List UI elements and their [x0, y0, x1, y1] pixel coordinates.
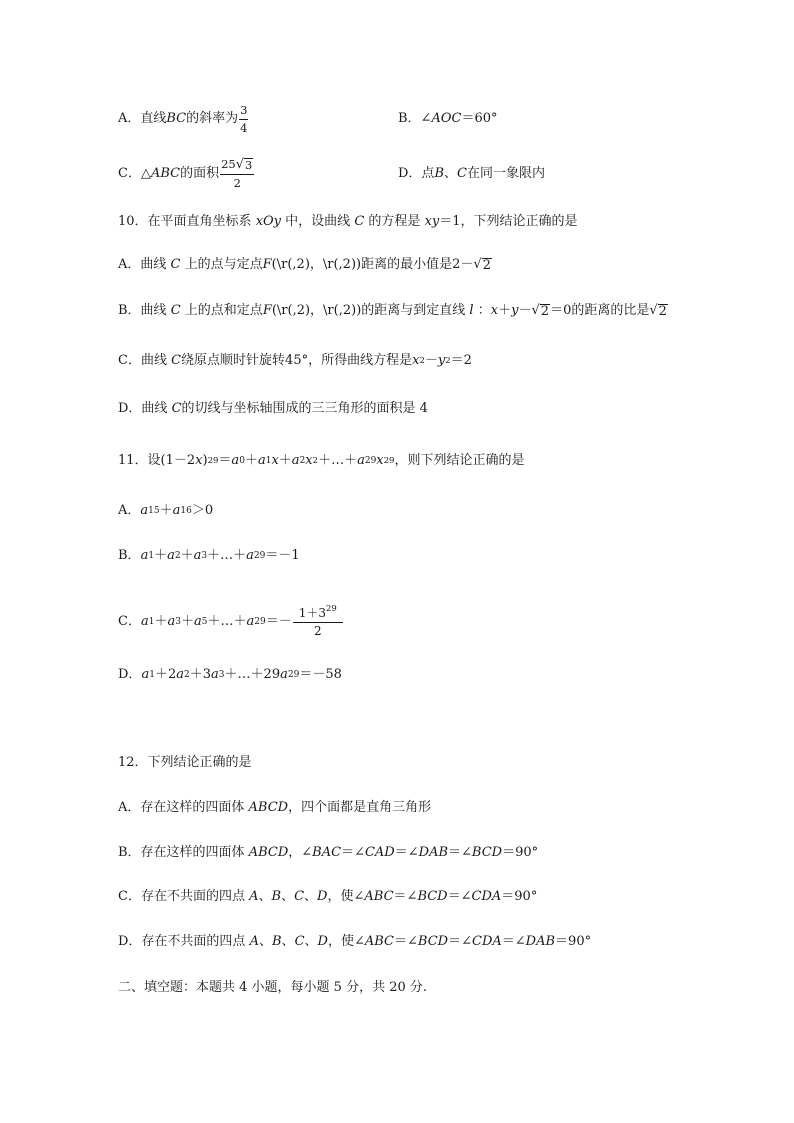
var: a [193, 548, 202, 563]
text: ＝∠ [394, 934, 418, 949]
sqrt: √ 3 [235, 157, 253, 172]
var: C [354, 214, 365, 229]
text: 在同一象限内 [466, 166, 545, 181]
text: ＝2 [450, 353, 472, 368]
text: ＋ [154, 667, 168, 682]
var: BC [166, 111, 187, 126]
text: － [424, 353, 438, 368]
fraction [220, 158, 254, 190]
text: ＋ [180, 548, 194, 563]
text: 10．在平面直角坐标系 [118, 214, 252, 229]
text: ＋ [189, 667, 203, 682]
text: ＝－ [265, 614, 292, 629]
text: C．曲线 [118, 353, 167, 368]
var: ABCD [248, 800, 289, 815]
text: ＝∠ [393, 889, 418, 904]
var: a [167, 548, 175, 563]
var: A [249, 934, 259, 949]
text: ＋ [180, 614, 194, 629]
text: B．曲线 [118, 303, 167, 318]
var: B [271, 934, 282, 949]
text: ＝0的距离的比是 [550, 303, 650, 318]
denominator: 4 [240, 120, 248, 135]
coef: 3 [202, 667, 212, 682]
text: 二、填空题：本题共 4 小题，每小题 5 分，共 20 分. [118, 980, 428, 995]
text: 上的点和定点 [184, 303, 263, 318]
text: 、 [258, 889, 272, 904]
text: B．∠ [398, 111, 432, 126]
text: ＝∠ [501, 934, 526, 949]
text: 、 [281, 934, 295, 949]
sqrt: √ 2 [473, 257, 491, 273]
text: ＋ [498, 303, 512, 318]
var: ABC [364, 889, 394, 904]
text: 的切线与坐标轴围成的三三角形的面积是 4 [181, 401, 428, 416]
q9-option-a [118, 102, 249, 135]
var: D [317, 889, 328, 904]
text: A．存在这样的四面体 [118, 800, 245, 815]
text: C．存在不共面的四点 [118, 889, 245, 904]
fraction [293, 603, 343, 638]
section-heading [118, 980, 427, 996]
text: ，使∠ [327, 934, 365, 949]
text: ＋ [159, 503, 173, 518]
denominator: 2 [233, 176, 241, 190]
coef: 2 [167, 667, 177, 682]
text: ，则下列结论正确的是 [394, 453, 525, 468]
text: A．直线 [118, 111, 167, 126]
var: CAD [364, 845, 395, 860]
denominator: 2 [313, 623, 322, 638]
var: xOy [255, 214, 282, 229]
text: (\r(,2)，\r(,2))的距离与到定直线 [271, 303, 466, 318]
var: DAB [525, 934, 556, 949]
var: ABC [150, 166, 181, 181]
q10-stem [118, 214, 578, 230]
var: C [171, 353, 182, 368]
q12-option-a [118, 800, 431, 816]
text: ＋…＋ [318, 453, 358, 468]
var: a [291, 453, 300, 468]
var: F [262, 303, 272, 318]
q9-option-b [398, 111, 498, 127]
text: A． [118, 503, 141, 518]
radicand: 2 [658, 304, 667, 319]
text: B． [118, 548, 141, 563]
text: 绕原点顺时针旋转45°，所得曲线方程是 [181, 353, 413, 368]
var: a [280, 667, 288, 682]
coef: 29 [263, 667, 281, 682]
var: a [257, 453, 266, 468]
text: ＋…＋ [224, 667, 264, 682]
text: ＋ [154, 548, 168, 563]
text: 12．下列结论正确的是 [118, 755, 252, 770]
var: D [317, 934, 328, 949]
var: a [141, 667, 150, 682]
var: a [193, 614, 202, 629]
q11-option-c: C． a 1 ＋ a 3 ＋ a 5 ＋…＋ a 29 ＝－ $\frac{1+3^{29}}{2}$ [118, 612, 344, 632]
var: DAB [418, 845, 449, 860]
q11-option-a: A． a 15 ＋ a 16 ＞0 [118, 503, 214, 518]
var: C [171, 401, 182, 416]
text: ＝60° [461, 111, 498, 126]
text: ) [202, 453, 208, 468]
var: C [457, 166, 467, 181]
text: D．存在不共面的四点 [118, 934, 246, 949]
text: ＋ [154, 614, 168, 629]
q9-option-c [118, 157, 255, 190]
var: a [246, 548, 254, 563]
text: ＞0 [191, 503, 214, 518]
var: C [294, 934, 305, 949]
var: x [271, 453, 279, 468]
var: a [140, 548, 149, 563]
numerator [293, 603, 343, 620]
var: a [172, 503, 181, 518]
text: 、 [444, 166, 458, 181]
var: B [271, 889, 282, 904]
var: x [412, 353, 420, 368]
text: ，∠ [288, 845, 313, 860]
var: BCD [471, 845, 503, 860]
text: D．曲线 [118, 401, 168, 416]
var: xy [424, 214, 440, 229]
text: ＋…＋ [207, 614, 247, 629]
var: a [140, 614, 149, 629]
text: C．△ [118, 166, 151, 181]
text: ＋ [244, 453, 258, 468]
q11-option-d: D． a 1 ＋ 2 a 2 ＋ 3 a 3 ＋…＋ 29 a 29 ＝－58 [118, 667, 342, 682]
sqrt: √ 2 [649, 303, 667, 319]
text: 的斜率为 [186, 111, 239, 126]
numerator [220, 158, 254, 172]
text: ＝90° [501, 889, 538, 904]
var: BCD [417, 889, 448, 904]
q11-stem: 11．设(1－2 x ) 29 ＝ a 0 ＋ a 1 x ＋ a 2 x 2 ＋…＋ a 29 x 29 ，则下列结论正确的是 [118, 453, 525, 468]
text: ： [477, 303, 491, 318]
radicand: 3 [245, 158, 253, 172]
var: x [490, 303, 499, 318]
var: l [469, 303, 474, 318]
text: 的方程是 [368, 214, 421, 229]
coef: 25 [221, 157, 236, 171]
text: (\r(,2)，\r(,2))距离的最小值是2－ [271, 257, 474, 272]
text: ＋ [278, 453, 292, 468]
radicand: 2 [540, 304, 550, 319]
var: ABCD [248, 845, 289, 860]
text: － [518, 303, 532, 318]
var: a [211, 667, 219, 682]
var: y [437, 353, 446, 368]
text: ＝90° [502, 845, 539, 860]
var: A [249, 889, 259, 904]
text: ＝∠ [394, 845, 419, 860]
text: ＝∠ [448, 845, 472, 860]
var: ABC [364, 934, 395, 949]
var: a [176, 667, 184, 682]
var: C [170, 257, 181, 272]
var: CDA [471, 889, 502, 904]
text: 中，设曲线 [285, 214, 351, 229]
text: 上的点与定点 [184, 257, 263, 272]
var: a [357, 453, 365, 468]
var: a [167, 614, 176, 629]
sqrt: √ 2 [531, 303, 550, 319]
text: D．点 [398, 166, 435, 181]
text: ＝∠ [448, 934, 472, 949]
var: B [434, 166, 444, 181]
text: B．存在这样的四面体 [118, 845, 245, 860]
text: ＝－58 [299, 667, 342, 682]
text: 、 [281, 889, 295, 904]
num-text: 1＋3 [298, 605, 327, 620]
text: ＝1，下列结论正确的是 [439, 214, 578, 229]
text: 、 [258, 934, 272, 949]
q10-option-a [118, 257, 492, 273]
var: a [246, 614, 255, 629]
radicand: 2 [482, 258, 491, 273]
var: BCD [417, 934, 449, 949]
text: 的面积 [180, 166, 220, 181]
text: ＝ [218, 453, 232, 468]
var: y [511, 303, 519, 318]
q9-option-d [398, 166, 545, 182]
var: BAC [312, 845, 342, 860]
exponent: 29 [326, 603, 337, 614]
q12-stem [118, 755, 252, 771]
q12-option-d [118, 934, 591, 950]
var: F [262, 257, 272, 272]
text: ＝∠ [447, 889, 472, 904]
q11-option-b: B． a 1 ＋ a 2 ＋ a 3 ＋…＋ a 29 ＝－1 [118, 548, 300, 563]
text: ，使∠ [327, 889, 365, 904]
q10-option-d [118, 401, 428, 417]
var: AOC [431, 111, 462, 126]
q12-option-b [118, 845, 538, 861]
text: C． [118, 614, 141, 629]
text: ＝90° [555, 934, 592, 949]
var: CDA [472, 934, 502, 949]
var: a [231, 453, 240, 468]
q10-option-c: C．曲线 C 绕原点顺时针旋转45°，所得曲线方程是 x 2 － y 2 ＝2 [118, 353, 472, 368]
text: ＝∠ [341, 845, 365, 860]
text: ＝－1 [265, 548, 300, 563]
var: C [294, 889, 305, 904]
var: a [140, 503, 149, 518]
text: ＋…＋ [207, 548, 247, 563]
numerator: 3 [240, 102, 248, 117]
text: 、 [304, 889, 318, 904]
text: 11．设(1－2 [118, 453, 196, 468]
var: x [195, 453, 203, 468]
q12-option-c [118, 889, 537, 905]
text: ，四个面都是直角三角形 [288, 800, 432, 815]
text: D． [118, 667, 142, 682]
text: A．曲线 [118, 257, 167, 272]
var: C [170, 303, 181, 318]
var: x [305, 453, 313, 468]
q10-option-b [118, 303, 668, 319]
text: 、 [304, 934, 318, 949]
fraction [239, 104, 248, 135]
var: x [376, 453, 384, 468]
